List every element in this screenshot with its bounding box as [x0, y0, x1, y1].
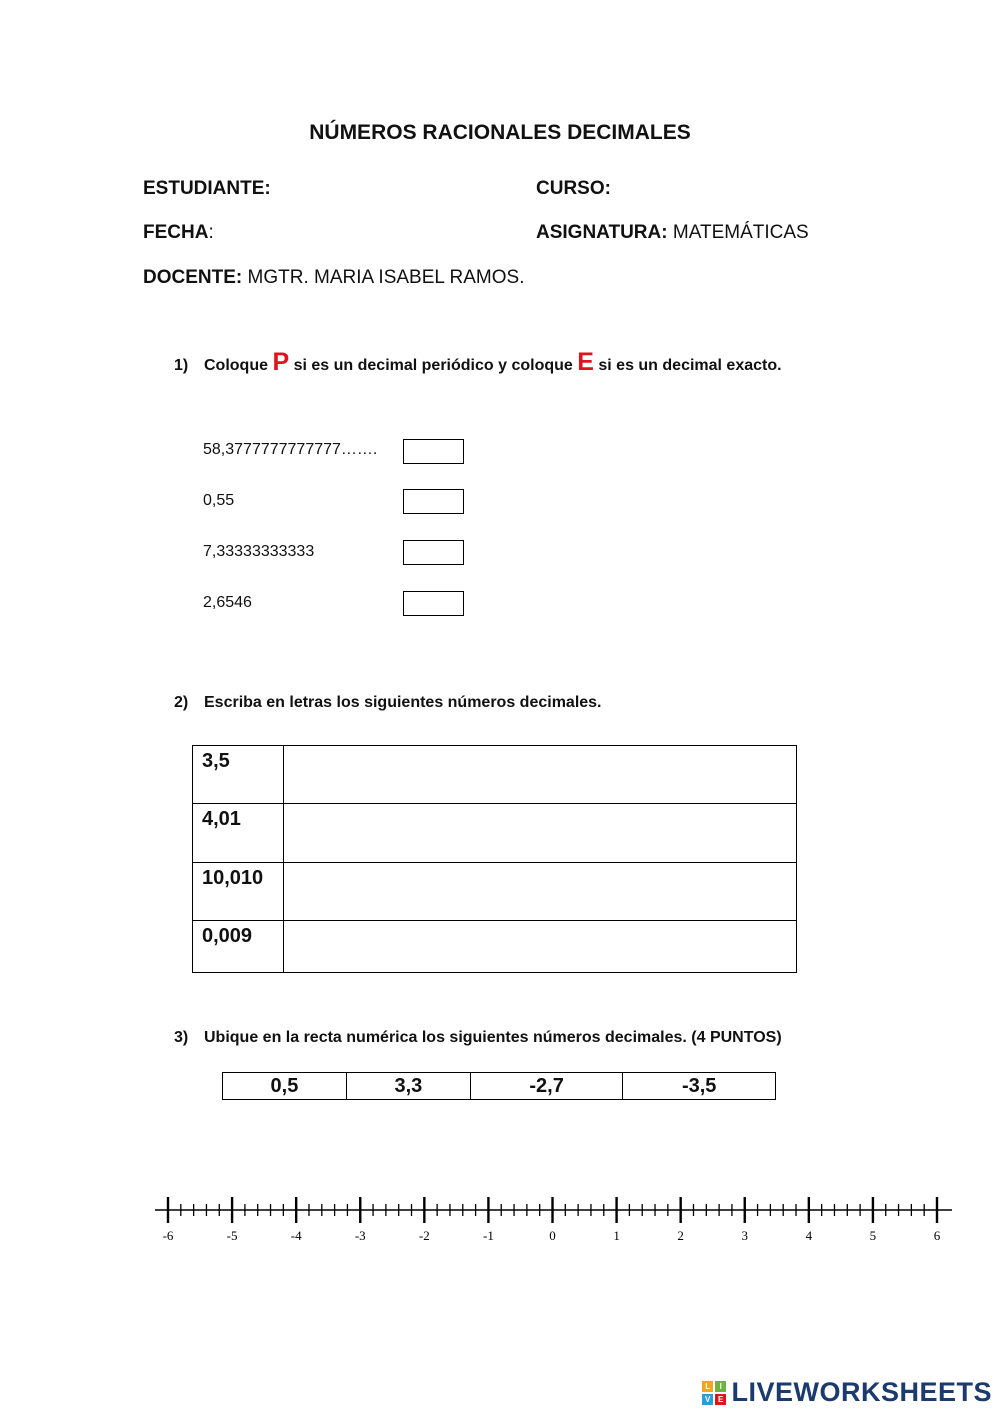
decimal-cell: 0,009	[193, 921, 284, 973]
tick-label: 4	[805, 1228, 813, 1243]
logo-text: LIVEWORKSHEETS	[731, 1377, 992, 1407]
tick-label: -1	[482, 1228, 494, 1243]
answer-box[interactable]	[403, 591, 464, 616]
answer-box[interactable]	[403, 489, 464, 514]
tick-label: 3	[741, 1228, 748, 1243]
date-label: FECHA:	[143, 222, 214, 243]
words-answer-cell[interactable]	[284, 746, 797, 804]
value-cell: -2,7	[470, 1073, 623, 1100]
teacher-line: DOCENTE: MGTR. MARIA ISABEL RAMOS.	[143, 267, 525, 288]
answer-box[interactable]	[403, 439, 464, 464]
value-cell: 0,5	[223, 1073, 347, 1100]
tick-label: 1	[613, 1228, 620, 1243]
teacher-value: MGTR. MARIA ISABEL RAMOS.	[247, 267, 525, 288]
tick-label: 6	[933, 1228, 941, 1243]
decimal-item: 7,33333333333	[203, 543, 315, 560]
liveworksheets-logo	[702, 1377, 992, 1408]
page-title: NÚMEROS RACIONALES DECIMALES	[309, 121, 691, 144]
value-cell: -3,5	[623, 1073, 776, 1100]
words-table	[192, 745, 797, 973]
decimal-cell: 10,010	[193, 863, 284, 921]
answer-box[interactable]	[403, 540, 464, 565]
decimal-cell: 4,01	[193, 804, 284, 863]
tick-label: 0	[549, 1228, 556, 1243]
tick-label: -5	[226, 1228, 238, 1243]
letter-e: E	[577, 348, 594, 376]
tick-label: -2	[418, 1228, 430, 1243]
logo-icon: L I V E	[702, 1381, 726, 1405]
question-3: 3) Ubique en la recta numérica los siguientes números decimales. (4 PUNTOS)	[174, 1029, 782, 1046]
words-answer-cell[interactable]	[284, 921, 797, 973]
question-1: 1) Coloque P si es un decimal periódico y coloque E si es un decimal exacto.	[174, 348, 782, 376]
tick-label: 5	[869, 1228, 877, 1243]
decimal-item: 2,6546	[203, 594, 252, 611]
tick-label: -4	[290, 1228, 302, 1243]
tick-label: 2	[677, 1228, 684, 1243]
words-answer-cell[interactable]	[284, 804, 797, 863]
letter-p: P	[272, 348, 290, 376]
value-cell: 3,3	[346, 1073, 470, 1100]
decimal-item: 0,55	[203, 492, 235, 509]
tick-label: -6	[162, 1228, 174, 1243]
subject-line: ASIGNATURA: MATEMÁTICAS	[536, 222, 809, 243]
question-2: 2) Escriba en letras los siguientes números decimales.	[174, 694, 602, 711]
decimal-cell: 3,5	[193, 746, 284, 804]
values-table	[222, 1072, 776, 1100]
number-line[interactable]	[0, 1185, 1000, 1260]
tick-label: -3	[354, 1228, 366, 1243]
course-label: CURSO:	[536, 178, 611, 199]
subject-value: MATEMÁTICAS	[672, 222, 809, 243]
decimal-item: 58,3777777777777…….	[203, 441, 378, 458]
student-label: ESTUDIANTE:	[143, 178, 271, 199]
words-answer-cell[interactable]	[284, 863, 797, 921]
